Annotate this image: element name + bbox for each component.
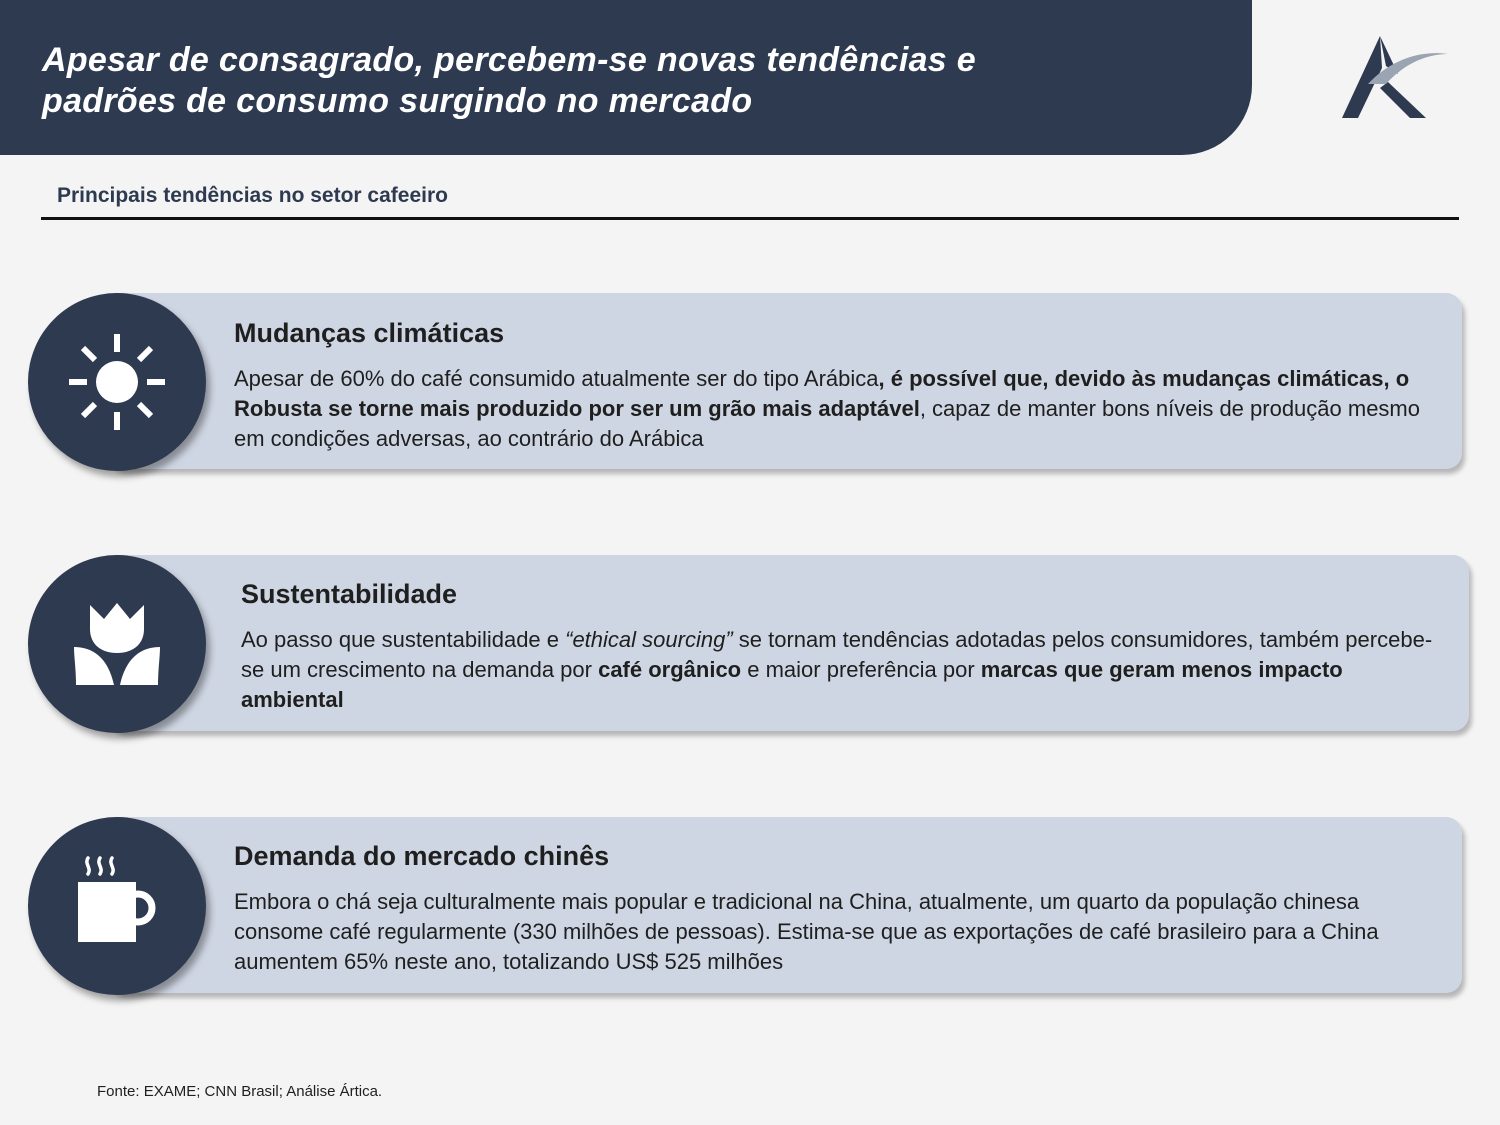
section-subtitle: Principais tendências no setor cafeeiro (57, 184, 448, 207)
trend-description: Embora o chá seja culturalmente mais popular e tradicional na China, atualmente, um quarto da população chinesa consome café regularmente (330 milhões de pessoas). Estima-se que as exportações de café brasileiro para a China aumentem 65% neste ano, totalizando US$ 525 milhões (234, 889, 1379, 974)
sun-icon (67, 332, 167, 432)
company-logo-icon (1340, 32, 1450, 122)
page-title (42, 40, 1192, 122)
source-footnote: Fonte: EXAME; CNN Brasil; Análise Ártica. (97, 1083, 383, 1100)
trend-icon-circle (28, 293, 206, 471)
trend-title: Mudanças climáticas (234, 318, 505, 348)
coffee-mug-icon (72, 856, 162, 956)
trend-icon-circle (28, 817, 206, 995)
divider (41, 217, 1459, 220)
page-title-line-1: Apesar de consagrado, percebem-se novas tendências e (42, 41, 976, 79)
trend-title: Sustentabilidade (241, 579, 458, 609)
page-title-line-2: padrões de consumo surgindo no mercado (42, 82, 753, 120)
header-banner (0, 0, 1252, 155)
trend-icon-circle (28, 555, 206, 733)
trend-description: Ao passo que sustentabilidade e “ethical sourcing” se tornam tendências adotadas pelos consumidores, também percebe-se um crescimento na demanda por café orgânico e maior preferência por marcas que geram menos impacto ambiental (241, 627, 1433, 712)
tulip-icon (72, 599, 162, 689)
trend-description: Apesar de 60% do café consumido atualmente ser do tipo Arábica, é possível que, devido às mudanças climáticas, o Robusta se torne mais produzido por ser um grão mais adaptável, capaz de manter bons níveis de produção mesmo em condições adversas, ao contrário do Arábica (234, 366, 1420, 451)
trend-title: Demanda do mercado chinês (234, 841, 610, 871)
